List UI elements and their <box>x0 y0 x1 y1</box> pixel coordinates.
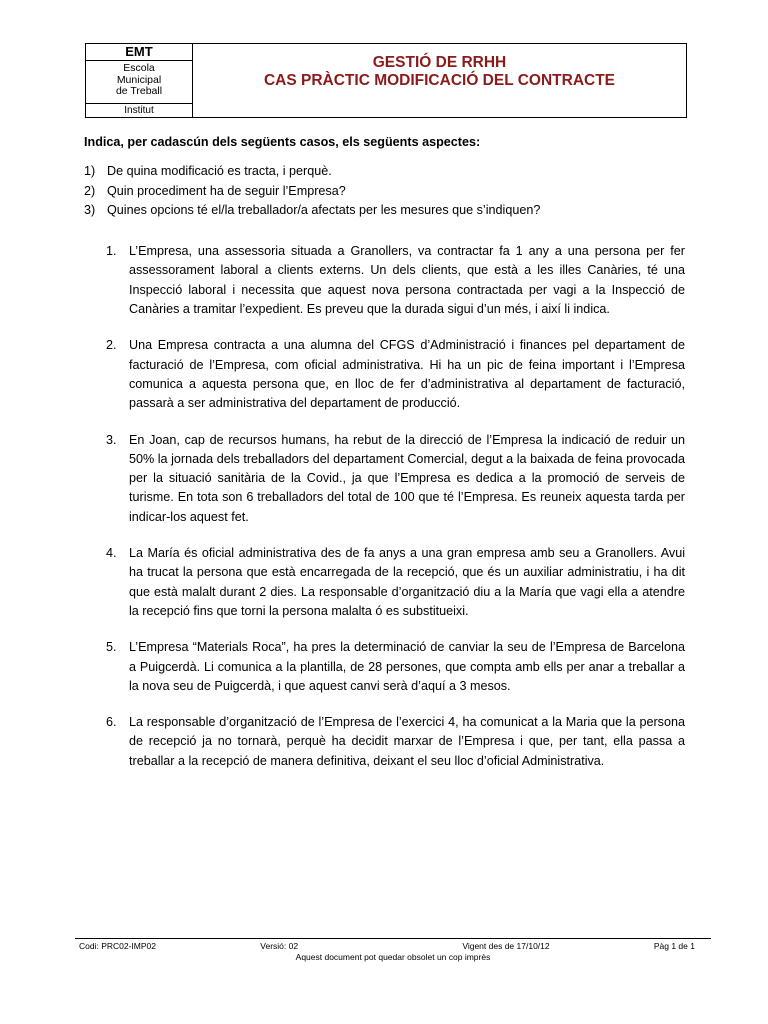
footer-version: Versió: 02 <box>260 941 299 951</box>
question-list <box>84 162 685 220</box>
logo-school-line3: de Treball <box>115 85 163 97</box>
case-number: 2. <box>106 338 117 353</box>
case-text: L’Empresa, una assessoria situada a Granollers, va contractar fa 1 any a una persona per fer assessorament laboral a clients externs. Un dels clients, que està a les illes Canàries, té una Inspecció laboral i necessita que aquest nova persona contractada per vagi a la Inspecció de Canàries a tramitar l’expedient. Es preveu que la durada sigui d’un més, i així li indica. <box>129 244 685 317</box>
case-number: 4. <box>106 546 117 561</box>
footer-note: Aquest document pot quedar obsolet un cop imprès <box>295 952 491 962</box>
logo-emt-text: EMT <box>86 44 192 61</box>
document-body <box>84 133 685 788</box>
logo-school-line1: Escola <box>123 62 155 74</box>
case-number: 5. <box>106 640 117 655</box>
question-number: 1) <box>84 164 96 179</box>
question-text: Quin procediment ha de seguir l’Empresa? <box>107 183 346 198</box>
document-title <box>193 44 686 117</box>
question-item <box>84 201 685 220</box>
question-text: De quina modificació es tracta, i perquè. <box>107 164 332 179</box>
footer-page-number: Pàg 1 de 1 <box>653 941 695 951</box>
footer-row <box>75 939 711 951</box>
case-item <box>84 544 685 621</box>
question-text: Quines opcions té el/la treballador/a afectats per les mesures que s’indiquen? <box>107 202 541 217</box>
footer-valid-date: Vigent des de 17/10/12 <box>462 941 550 951</box>
case-text: En Joan, cap de recursos humans, ha rebut de la direcció de l’Empresa la indicació de reduir un 50% la jornada dels treballadors del departament Comercial, degut a la baixada de feina provocada per la situació sanitària de la Covid., ja que l’Empresa es dedica a la promoció de serveis de turisme. En tota son 6 treballadors del total de 100 que té l’Empresa. Es reuneix aquesta tarda per indicar-los aquest fet. <box>129 432 685 524</box>
case-text: Una Empresa contracta a una alumna del CFGS d’Administració i finances pel departament de facturació de l’Empresa, com oficial administrativa. Hi ha un pic de feina important i l’Empresa comunica a aquesta persona que, en lloc de fer d’administrativa al departament de facturació, passarà a ser administrativa del departament de producció. <box>129 338 685 411</box>
logo-school-line2: Municipal <box>116 73 162 86</box>
document-footer <box>75 938 711 962</box>
case-item <box>84 242 685 319</box>
emt-logo <box>86 44 193 117</box>
question-number: 2) <box>84 183 96 198</box>
title-line2: CAS PRÀCTIC MODIFICACIÓ DEL CONTRACTE <box>263 72 616 89</box>
title-line1: GESTIÓ DE RRHH <box>372 54 507 71</box>
case-item <box>84 713 685 771</box>
case-number: 6. <box>106 715 117 730</box>
case-text: La responsable d’organització de l’Empresa de l’exercici 4, ha comunicat a la Maria que la persona de recepció ja no tornarà, perquè ha decidit marxar de l’Empresa i que, per tant, ella passa a treballar a la recepció de manera definitiva, deixant el seu lloc d’oficial Administrativa. <box>129 715 685 768</box>
case-number: 1. <box>106 244 117 259</box>
document-header <box>85 43 687 118</box>
case-item <box>84 336 685 413</box>
question-number: 3) <box>84 202 96 217</box>
case-text: L’Empresa “Materials Roca”, ha pres la determinació de canviar la seu de l’Empresa de Barcelona a Puigcerdà. Li comunica a la plantilla, de 28 persones, que compta amb ells per anar a treballar a la nova seu de Puigcerdà, i que aquest canvi serà d’aquí a 3 mesos. <box>129 640 685 693</box>
question-item <box>84 182 685 201</box>
case-list <box>84 242 685 771</box>
case-number: 3. <box>106 432 117 447</box>
case-item <box>84 638 685 696</box>
intro-text: Indica, per cadascún dels següents casos, els següents aspectes: <box>84 135 481 149</box>
logo-institute: Institut <box>86 103 192 117</box>
case-text: La María és oficial administrativa des de fa anys a una gran empresa amb seu a Granollers. Avui ha trucat la persona que està encarregada de la recepció, que és un auxiliar administratiu, i ha dit que està malalt durant 2 dies. La responsable d’organització diu a la María que vagi ella a atendre la recepció fins que torni la persona malalta ó es substitueixi. <box>129 546 685 618</box>
question-item <box>84 162 685 181</box>
case-item <box>84 431 685 527</box>
logo-school-name <box>86 61 192 103</box>
footer-code: Codi: PRC02-IMP02 <box>79 941 157 951</box>
